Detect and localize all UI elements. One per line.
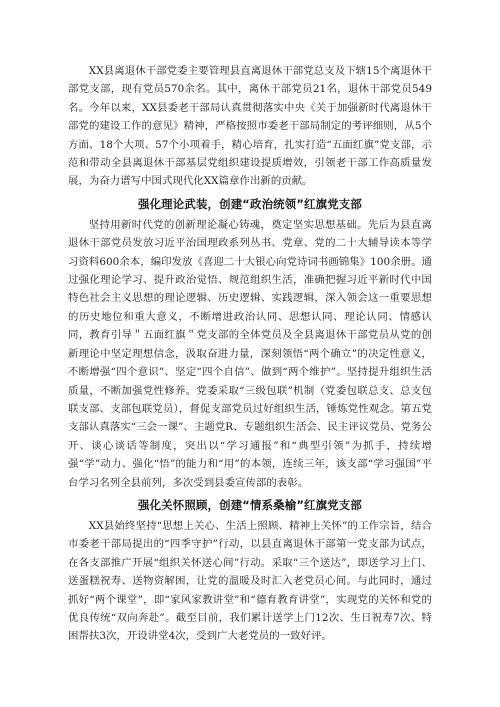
section-heading-care: 强化关怀照顾，创建“情系桑榆”红旗党支部 xyxy=(137,497,362,512)
section-heading-political-leadership: 强化理论武装，创建“政治统领”红旗党支部 xyxy=(137,196,362,211)
intro-paragraph: XX县离退休干部党委主要管理县直离退休干部党总支及下辖15个离退休干部党支部，现有党员570余名。其中，离休干部党员21名，退休干部党员549名。今年以来，XX县委老干部局认真贯彻落实中央《关于加强新时代离退休干部党的建设工作的意见》精神，严格按照市委老干部局制定的考评细则，从5个方面、18个大项、57个小项着手，精心培育，扎实打造“五面红旗”党支部，示范和带动全县离退休干部基层党组织建设提质增效，引领老干部工作高质量发展，为奋力谱写中国式现代化XX篇章作出新的贡献。 xyxy=(68,65,432,188)
section-body-care: XX县始终坚持“思想上关心、生活上照顾、精神上关怀”的工作宗旨，结合市委老干部局提出的“四季守护”行动，以县直离退休干部第一党支部为试点，在各支部推广开展“组织关怀送心间”行动。采取“三个送达”，即送学习上门、送蛋糕祝寿、送物资解困，让党的温暖及时汇入老党员心间。与此同时，通过抓好“两个课堂”，即“家风家教讲堂”和“德育教育讲堂”，实现党的关怀和党的优良传统“双向奔赴”。截至目前，我们累计送学上门12次、生日祝寿7次、特困帮扶3次，开设讲堂4次，受到广大老党员的一致好评。 xyxy=(68,519,432,643)
section-body-political-leadership: 坚持用新时代党的创新理论凝心铸魂，奠定坚实思想基础。先后为县直离退休干部党员发放习近平治国理政系列丛书、党章、党的二十大辅导读本等学习资料600余本，编印发放《喜迎二十大银心向党诗词书画锦集》100余册。通过强化理论学习、提升政治觉悟、规范组织生活，准确把握习近平新时代中国特色社会主义思想的理论逻辑、历史逻辑、实践逻辑，深入领会这一重要思想的历史地位和重大意义，不断增进政治认同、思想认同、理论认同、情感认同，教育引导＂五面红旗＂党支部的全体党员及全县离退休干部党员从党的创新理论中坚定理想信念，汲取奋进力量，深刻领悟“两个确立”的决定性意义，不断增强“四个意识”、坚定“四个自信”、做到“两个维护”。坚持提升组织生活质量，不断加强党性修养。党委采取“三级包联”机制（党委包联总支、总支包联支部、支部包联党员），督促支部党员过好组织生活，锤炼党性观念。第五党支部认真落实“三会一课”、主题党R、专题组织生活会、民主评议党员、党务公开、谈心谈话等制度，突出以“学习通报”和“典型引领”为抓手，持续增强“学”动力、强化“悟”的能力和“用”的本领，连续三年，该支部“学习强国”平台学习名列全县前列，多次受到县委宣传部的表彰。 xyxy=(68,218,432,489)
document-page xyxy=(68,62,432,646)
